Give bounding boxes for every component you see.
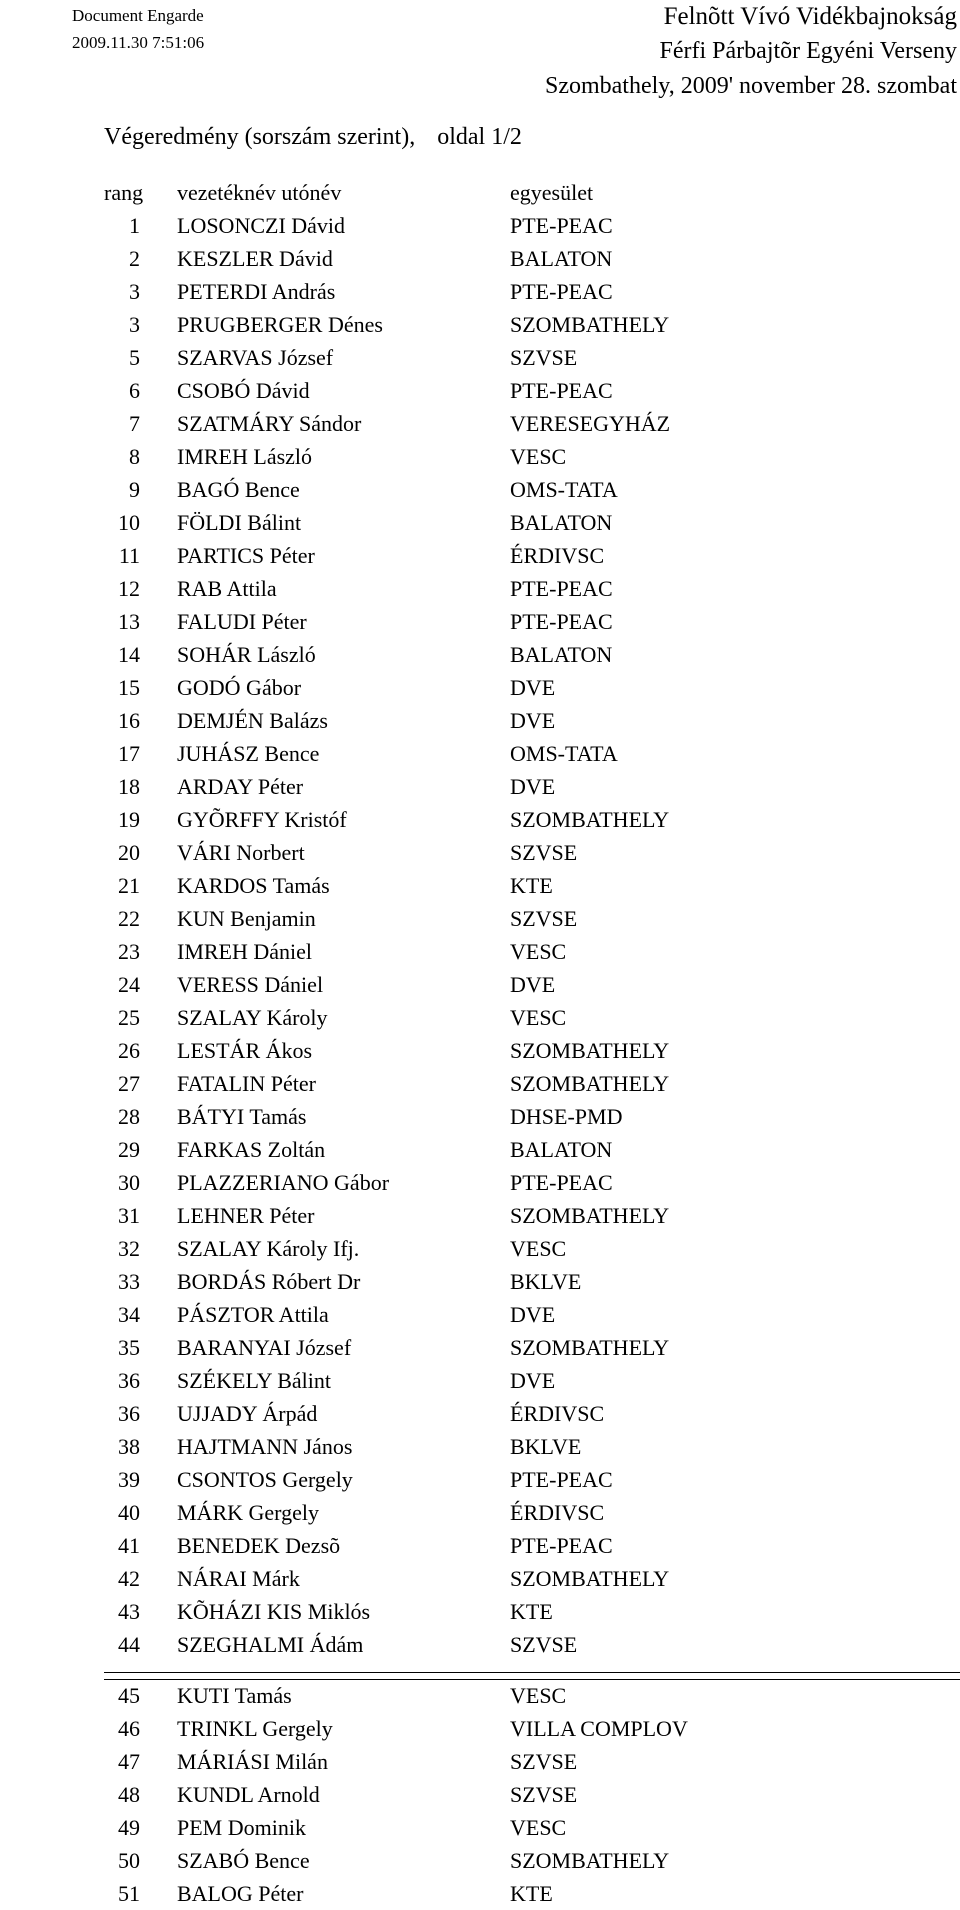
table-row — [0, 1067, 960, 1100]
table-row — [0, 440, 960, 473]
rank-cell: 49 — [118, 1815, 140, 1840]
name-cell: SZÉKELY Bálint — [177, 1368, 332, 1393]
table-row — [0, 1001, 960, 1034]
header-rank: rang — [104, 180, 144, 205]
name-cell: KUTI Tamás — [177, 1683, 292, 1708]
rank-cell: 40 — [118, 1500, 140, 1525]
rank-cell: 3 — [129, 279, 140, 304]
rank-cell: 12 — [118, 576, 140, 601]
club-cell: SZOMBATHELY — [510, 1848, 670, 1873]
table-row — [0, 374, 960, 407]
rank-cell: 10 — [118, 510, 140, 535]
name-cell: PETERDI András — [177, 279, 336, 304]
club-cell: ÉRDIVSC — [510, 1500, 605, 1525]
name-cell: PLAZZERIANO Gábor — [177, 1170, 390, 1195]
rank-cell: 42 — [118, 1566, 140, 1591]
club-cell: DVE — [510, 675, 556, 700]
table-row — [0, 605, 960, 638]
club-cell: BKLVE — [510, 1269, 582, 1294]
name-cell: BÁTYI Tamás — [177, 1104, 307, 1129]
table-row — [0, 1712, 960, 1745]
header-club: egyesület — [510, 180, 594, 205]
club-cell: PTE-PEAC — [510, 1170, 613, 1195]
club-cell: PTE-PEAC — [510, 279, 613, 304]
table-row — [0, 869, 960, 902]
name-cell: BALOG Péter — [177, 1881, 304, 1906]
name-cell: NÁRAI Márk — [177, 1566, 300, 1591]
rank-cell: 22 — [118, 906, 140, 931]
table-row — [0, 1430, 960, 1463]
table-row — [0, 1100, 960, 1133]
rank-cell: 33 — [118, 1269, 140, 1294]
name-cell: SZALAY Károly Ifj. — [177, 1236, 360, 1261]
rank-cell: 19 — [118, 807, 140, 832]
table-row — [0, 1496, 960, 1529]
table-row — [0, 308, 960, 341]
rank-cell: 29 — [118, 1137, 140, 1162]
table-row — [0, 1778, 960, 1811]
name-cell: MÁRK Gergely — [177, 1500, 319, 1525]
name-cell: SZEGHALMI Ádám — [177, 1632, 364, 1657]
event-title: Felnõtt Vívó Vidékbajnokság — [663, 3, 957, 30]
rank-cell: 35 — [118, 1335, 140, 1360]
rank-cell: 8 — [129, 444, 140, 469]
club-cell: VILLA COMPLOV — [510, 1716, 688, 1741]
table-row — [0, 1628, 960, 1661]
rank-cell: 43 — [118, 1599, 140, 1624]
rank-cell: 15 — [118, 675, 140, 700]
rank-cell: 7 — [129, 411, 140, 436]
rank-cell: 18 — [118, 774, 140, 799]
name-cell: IMREH Dániel — [177, 939, 313, 964]
table-row — [0, 473, 960, 506]
document-timestamp: 2009.11.30 7:51:06 — [72, 33, 205, 52]
club-cell: VESC — [510, 1005, 567, 1030]
club-cell: BALATON — [510, 246, 613, 271]
rank-cell: 45 — [118, 1683, 140, 1708]
name-cell: FÖLDI Bálint — [177, 510, 302, 535]
rank-cell: 13 — [118, 609, 140, 634]
table-row — [0, 1331, 960, 1364]
club-cell: KTE — [510, 1599, 553, 1624]
rank-cell: 28 — [118, 1104, 140, 1129]
event-subtitle: Férfi Párbajtõr Egyéni Verseny — [659, 38, 957, 64]
name-cell: CSONTOS Gergely — [177, 1467, 353, 1492]
table-row — [0, 572, 960, 605]
club-cell: VESC — [510, 1815, 567, 1840]
club-cell: SZVSE — [510, 345, 578, 370]
table-row — [0, 737, 960, 770]
club-cell: SZVSE — [510, 840, 578, 865]
name-cell: PRUGBERGER Dénes — [177, 312, 383, 337]
table-row — [0, 275, 960, 308]
table-row — [0, 209, 960, 242]
document-label: Document Engarde — [72, 6, 204, 25]
rank-cell: 34 — [118, 1302, 140, 1327]
name-cell: KESZLER Dávid — [177, 246, 333, 271]
table-row — [0, 1844, 960, 1877]
rank-cell: 24 — [118, 972, 140, 997]
table-row — [0, 341, 960, 374]
club-cell: DVE — [510, 1368, 556, 1393]
table-row — [0, 803, 960, 836]
rank-cell: 14 — [118, 642, 140, 667]
name-cell: FALUDI Péter — [177, 609, 307, 634]
club-cell: PTE-PEAC — [510, 378, 613, 403]
table-row — [0, 1811, 960, 1844]
club-cell: PTE-PEAC — [510, 1533, 613, 1558]
club-cell: DVE — [510, 972, 556, 997]
rank-cell: 11 — [118, 543, 140, 568]
rank-cell: 27 — [118, 1071, 140, 1096]
table-row — [0, 407, 960, 440]
rank-cell: 36 — [118, 1368, 140, 1393]
club-cell: SZOMBATHELY — [510, 1071, 670, 1096]
rank-cell: 44 — [118, 1632, 140, 1657]
table-row — [0, 242, 960, 275]
table-row — [0, 1034, 960, 1067]
table-row — [0, 968, 960, 1001]
club-cell: VESC — [510, 1236, 567, 1261]
rank-cell: 47 — [118, 1749, 140, 1774]
rank-cell: 31 — [118, 1203, 140, 1228]
table-row — [0, 1298, 960, 1331]
name-cell: VERESS Dániel — [177, 972, 324, 997]
rank-cell: 46 — [118, 1716, 140, 1741]
name-cell: BARANYAI József — [177, 1335, 352, 1360]
results-title: Végeredmény (sorszám szerint), — [104, 124, 416, 150]
name-cell: GODÓ Gábor — [177, 675, 302, 700]
club-cell: PTE-PEAC — [510, 576, 613, 601]
club-cell: SZOMBATHELY — [510, 312, 670, 337]
table-row — [0, 506, 960, 539]
rank-cell: 39 — [118, 1467, 140, 1492]
rank-cell: 2 — [129, 246, 140, 271]
event-place-date: Szombathely, 2009' november 28. szombat — [544, 73, 957, 99]
rank-cell: 6 — [129, 378, 140, 403]
table-row — [0, 1529, 960, 1562]
document-meta — [72, 2, 204, 56]
name-cell: ARDAY Péter — [177, 774, 304, 799]
name-cell: CSOBÓ Dávid — [177, 378, 310, 403]
table-row — [0, 1166, 960, 1199]
club-cell: DHSE-PMD — [510, 1104, 623, 1129]
header-name: vezetéknév utónév — [177, 180, 342, 205]
name-cell: KÕHÁZI KIS Miklós — [177, 1599, 371, 1624]
name-cell: FARKAS Zoltán — [177, 1137, 326, 1162]
club-cell: SZVSE — [510, 1782, 578, 1807]
rank-cell: 16 — [118, 708, 140, 733]
rank-cell: 25 — [118, 1005, 140, 1030]
rank-cell: 5 — [129, 345, 140, 370]
name-cell: FATALIN Péter — [177, 1071, 316, 1096]
club-cell: DVE — [510, 1302, 556, 1327]
club-cell: BKLVE — [510, 1434, 582, 1459]
club-cell: VERESEGYHÁZ — [510, 411, 671, 436]
club-cell: OMS-TATA — [510, 741, 618, 766]
rank-cell: 41 — [118, 1533, 140, 1558]
name-cell: LESTÁR Ákos — [177, 1038, 313, 1063]
name-cell: PÁSZTOR Attila — [177, 1302, 329, 1327]
name-cell: SOHÁR László — [177, 642, 316, 667]
club-cell: VESC — [510, 939, 567, 964]
name-cell: SZABÓ Bence — [177, 1848, 310, 1873]
table-row — [0, 1397, 960, 1430]
table-row — [0, 902, 960, 935]
event-header — [545, 0, 957, 104]
club-cell: KTE — [510, 873, 553, 898]
rank-cell: 51 — [118, 1881, 140, 1906]
name-cell: PARTICS Péter — [177, 543, 315, 568]
club-cell: SZVSE — [510, 1632, 578, 1657]
rank-cell: 38 — [118, 1434, 140, 1459]
name-cell: DEMJÉN Balázs — [177, 708, 328, 733]
rank-cell: 23 — [118, 939, 140, 964]
club-cell: ÉRDIVSC — [510, 1401, 605, 1426]
club-cell: VESC — [510, 1683, 567, 1708]
table-row — [0, 1679, 960, 1712]
table-row — [0, 1562, 960, 1595]
name-cell: BAGÓ Bence — [177, 477, 300, 502]
name-cell: IMREH László — [177, 444, 313, 469]
name-cell: MÁRIÁSI Milán — [177, 1749, 328, 1774]
club-cell: SZVSE — [510, 1749, 578, 1774]
table-row — [0, 1232, 960, 1265]
club-cell: PTE-PEAC — [510, 213, 613, 238]
table-body-continued — [0, 1679, 960, 1910]
table-row — [0, 1265, 960, 1298]
name-cell: RAB Attila — [177, 576, 277, 601]
table-row — [0, 770, 960, 803]
table-row — [0, 1595, 960, 1628]
name-cell: GYÕRFFY Kristóf — [177, 807, 347, 832]
club-cell: SZOMBATHELY — [510, 807, 670, 832]
club-cell: PTE-PEAC — [510, 1467, 613, 1492]
rank-cell: 30 — [118, 1170, 140, 1195]
rank-cell: 1 — [129, 213, 140, 238]
table-row — [0, 704, 960, 737]
table-row — [0, 1133, 960, 1166]
rank-cell: 20 — [118, 840, 140, 865]
name-cell: KUNDL Arnold — [177, 1782, 320, 1807]
name-cell: SZARVAS József — [177, 345, 334, 370]
rank-cell: 36 — [118, 1401, 140, 1426]
rank-cell: 32 — [118, 1236, 140, 1261]
table-row — [0, 671, 960, 704]
name-cell: HAJTMANN János — [177, 1434, 353, 1459]
club-cell: SZVSE — [510, 906, 578, 931]
rank-cell: 3 — [129, 312, 140, 337]
club-cell: BALATON — [510, 510, 613, 535]
page-indicator: oldal 1/2 — [437, 124, 522, 150]
table-row — [0, 539, 960, 572]
table-row — [0, 836, 960, 869]
club-cell: BALATON — [510, 642, 613, 667]
club-cell: SZOMBATHELY — [510, 1203, 670, 1228]
section-title — [104, 121, 522, 153]
club-cell: OMS-TATA — [510, 477, 618, 502]
name-cell: VÁRI Norbert — [177, 840, 305, 865]
name-cell: SZATMÁRY Sándor — [177, 411, 362, 436]
name-cell: TRINKL Gergely — [177, 1716, 333, 1741]
club-cell: PTE-PEAC — [510, 609, 613, 634]
table-row — [0, 638, 960, 671]
name-cell: BORDÁS Róbert Dr — [177, 1269, 361, 1294]
club-cell: BALATON — [510, 1137, 613, 1162]
name-cell: JUHÁSZ Bence — [177, 741, 320, 766]
name-cell: KARDOS Tamás — [177, 873, 330, 898]
club-cell: DVE — [510, 708, 556, 733]
table-row — [0, 1745, 960, 1778]
club-cell: SZOMBATHELY — [510, 1566, 670, 1591]
table-header — [0, 176, 960, 209]
club-cell: SZOMBATHELY — [510, 1038, 670, 1063]
rank-cell: 48 — [118, 1782, 140, 1807]
table-row — [0, 935, 960, 968]
rank-cell: 21 — [118, 873, 140, 898]
results-table — [0, 176, 960, 1661]
rank-cell: 9 — [129, 477, 140, 502]
name-cell: LOSONCZI Dávid — [177, 213, 346, 238]
table-row — [0, 1877, 960, 1910]
name-cell: LEHNER Péter — [177, 1203, 315, 1228]
name-cell: SZALAY Károly — [177, 1005, 328, 1030]
club-cell: SZOMBATHELY — [510, 1335, 670, 1360]
club-cell: ÉRDIVSC — [510, 543, 605, 568]
table-row — [0, 1199, 960, 1232]
table-row — [0, 1463, 960, 1496]
club-cell: VESC — [510, 444, 567, 469]
table-body — [0, 209, 960, 1661]
name-cell: UJJADY Árpád — [177, 1401, 318, 1426]
name-cell: BENEDEK Dezsõ — [177, 1533, 341, 1558]
name-cell: KUN Benjamin — [177, 906, 316, 931]
club-cell: KTE — [510, 1881, 553, 1906]
club-cell: DVE — [510, 774, 556, 799]
name-cell: PEM Dominik — [177, 1815, 306, 1840]
rank-cell: 17 — [118, 741, 140, 766]
rank-cell: 26 — [118, 1038, 140, 1063]
rank-cell: 50 — [118, 1848, 140, 1873]
results-table-continued — [0, 1679, 960, 1910]
table-row — [0, 1364, 960, 1397]
